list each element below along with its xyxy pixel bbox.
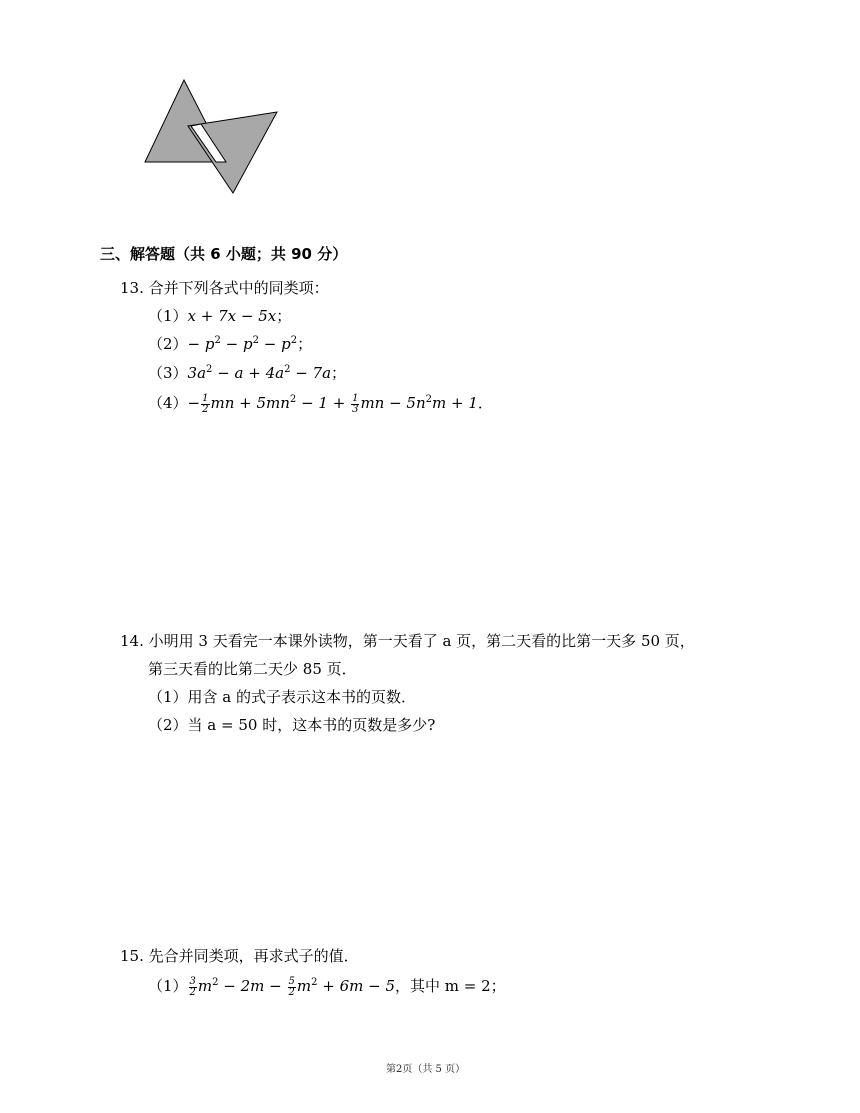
- q15-part1-label: （1）: [148, 977, 188, 995]
- q13-part2: $(2)- p^2 - p^2 - p^2$；: [148, 335, 313, 353]
- q13-part2-expr: − $p^2 - p^2 - p^2$: [187, 335, 298, 353]
- q14-part2: （2）当 a = 50 时，这本书的页数是多少?: [148, 716, 436, 734]
- fraction-three-halves: $\frac{3}{2}$: [189, 975, 196, 998]
- fraction-one-third: $\frac{1}{3}$: [352, 392, 359, 415]
- q14-line2: 第三天看的比第二天少 85 页．: [148, 660, 357, 678]
- q14-part1: （1）用含 a 的式子表示这本书的页数．: [148, 688, 417, 706]
- q13-part3-expr: $3a^2 - a + 4a^2 - 7a$: [187, 364, 332, 382]
- page-footer: 第2页（共 5 页）: [386, 1064, 466, 1075]
- q13-part3-label: （3）: [148, 364, 188, 382]
- q15-part1: [148, 975, 506, 998]
- q13-part1: （1）x + 7x − 5x；: [148, 307, 292, 325]
- q13-part1-expr: x + 7x − 5x: [187, 307, 277, 325]
- q15-part1-tail: ，其中 m = 2；: [395, 977, 506, 995]
- overlapping-triangles-figure: [140, 75, 285, 200]
- q13-part2-label: （2）: [148, 335, 188, 353]
- q13-part1-label: （1）: [148, 307, 188, 325]
- q13-stem: 13. 合并下列各式中的同类项：: [120, 279, 329, 297]
- q13-part4-label: （4）: [148, 394, 188, 412]
- fraction-one-half: $\frac{1}{2}$: [202, 392, 209, 415]
- fraction-five-halves: $\frac{5}{2}$: [288, 975, 295, 998]
- q15-stem: 15. 先合并同类项，再求式子的值．: [120, 947, 359, 965]
- q13-part4-expr: − $\frac{1}{2}$ mn + $5mn^2 - 1$ + $\frac{1}{3}$ mn − $5n^2m + 1$: [187, 392, 478, 415]
- q13-part3: $(3)3a^2 - a + 4a^2 - 7a$；: [148, 364, 347, 382]
- section-title: 三、解答题（共 6 小题；共 90 分）: [100, 245, 348, 263]
- q14-line1: 14. 小明用 3 天看完一本课外读物，第一天看了 a 页，第二天看的比第一天多 50 页，: [120, 632, 695, 650]
- q15-part1-expr: $\frac{3}{2}$ $m^2 - 2m$ − $\frac{5}{2}$ $m^2 + 6m - 5$: [189, 975, 396, 998]
- q13-part4: （4）− $\frac{1}{2}$ mn + $5mn^2 - 1$ + $\frac{1}{3}$ mn − $5n^2m + 1$．: [148, 392, 493, 415]
